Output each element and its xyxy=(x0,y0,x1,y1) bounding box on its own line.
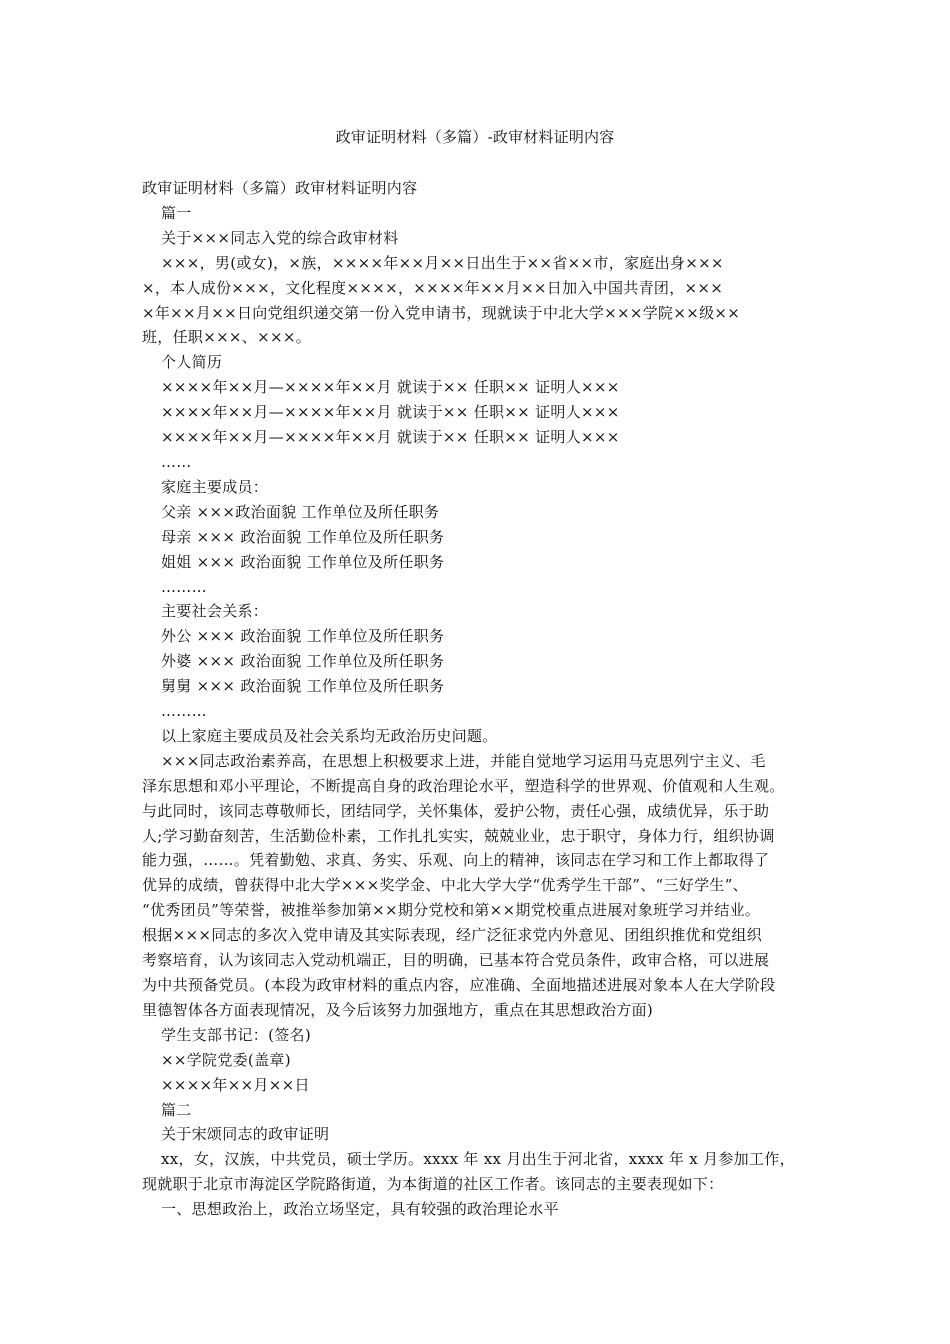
text-line: ……… xyxy=(161,577,207,596)
text-line: 关于宋颂同志的政审证明 xyxy=(161,1125,330,1144)
text-line: 舅舅 ××× 政治面貌 工作单位及所任职务 xyxy=(161,677,445,696)
text-line: 篇一 xyxy=(161,203,192,222)
text-line: 一、思想政治上，政治立场坚定，具有较强的政治理论水平 xyxy=(161,1200,559,1219)
text-line: 外婆 ××× 政治面貌 工作单位及所任职务 xyxy=(161,652,445,671)
text-line: 与此同时，该同志尊敬师长，团结同学，关怀集体，爱护公物，责任心强，成绩优异，乐于助 xyxy=(142,801,770,820)
text-line: 现就职于北京市海淀区学院路街道，为本街道的社区工作者。该同志的主要表现如下： xyxy=(142,1175,724,1194)
text-line: 能力强，……。凭着勤勉、求真、务实、乐观、向上的精神，该同志在学习和工作上都取得了 xyxy=(142,851,770,870)
text-line: ××××年××月—××××年××月 就读于×× 任职×× 证明人××× xyxy=(161,428,620,447)
text-line: ××学院党委(盖章) xyxy=(161,1050,291,1069)
text-line: ……… xyxy=(161,702,207,721)
document-body xyxy=(142,176,814,1222)
text-line: ××××年××月—××××年××月 就读于×× 任职×× 证明人××× xyxy=(161,403,620,422)
text-line: 母亲 ××× 政治面貌 工作单位及所任职务 xyxy=(161,527,445,546)
text-line: 政审证明材料（多篇）政审材料证明内容 xyxy=(142,179,418,197)
text-line: 篇二 xyxy=(161,1100,192,1119)
text-line: 外公 ××× 政治面貌 工作单位及所任职务 xyxy=(161,627,445,646)
text-line: ×年××月××日向党组织递交第一份入党申请书，现就读于中北大学×××学院××级×× xyxy=(142,303,741,322)
text-line: ××××年××月××日 xyxy=(161,1075,310,1094)
text-line: 优异的成绩，曾获得中北大学×××奖学金、中北大学大学“优秀学生干部”、“三好学生”、 xyxy=(142,876,748,895)
text-line: 父亲 ×××政治面貌 工作单位及所任职务 xyxy=(161,502,440,521)
text-line: 班，任职×××、×××。 xyxy=(142,328,312,347)
text-line: 主要社会关系： xyxy=(161,602,269,621)
text-line: xx，女，汉族，中共党员，硕士学历。xxxx 年 xx 月出生于河北省，xxxx 年 x 月参加工作， xyxy=(161,1150,795,1169)
text-line: …… xyxy=(161,452,192,471)
text-line: 里德智体各方面表现情况，及今后该努力加强地方，重点在其思想政治方面) xyxy=(142,1000,654,1019)
text-line: 个人简历 xyxy=(161,353,223,372)
text-line: “优秀团员”等荣誉，被推举参加第××期分党校和第××期党校重点进展对象班学习并结业。 xyxy=(142,901,761,920)
text-line: ×××同志政治素养高，在思想上积极要求上进，并能自觉地学习运用马克思列宁主义、毛 xyxy=(161,751,766,770)
text-line: ×××，男(或女)，×族，××××年××月××日出生于××省××市，家庭出身××× xyxy=(161,253,724,272)
text-line: 泽东思想和邓小平理论，不断提高自身的政治理论水平，塑造科学的世界观、价值观和人生观。 xyxy=(142,776,785,795)
text-line: 家庭主要成员： xyxy=(161,477,269,496)
document-title: 政审证明材料（多篇）-政审材料证明内容 xyxy=(335,128,615,146)
text-line: 以上家庭主要成员及社会关系均无政治历史问题。 xyxy=(161,726,498,745)
text-line: 为中共预备党员。(本段为政审材料的重点内容，应准确、全面地描述进展对象本人在大学阶段 xyxy=(142,976,776,994)
text-line: 学生支部书记：(签名) xyxy=(161,1025,312,1044)
text-line: 关于×××同志入党的综合政审材料 xyxy=(161,228,399,247)
text-line: ××××年××月—××××年××月 就读于×× 任职×× 证明人××× xyxy=(161,378,620,397)
text-line: 考察培育，认为该同志入党动机端正，目的明确，已基本符合党员条件，政审合格，可以进展 xyxy=(142,951,770,970)
text-line: 姐姐 ××× 政治面貌 工作单位及所任职务 xyxy=(161,552,445,571)
text-line: 根据×××同志的多次入党申请及其实际表现，经广泛征求党内外意见、团组织推优和党组织 xyxy=(142,926,763,945)
text-line: ×，本人成份×××，文化程度××××，××××年××月××日加入中国共青团，××× xyxy=(142,278,724,297)
text-line: 人;学习勤奋刻苦，生活勤俭朴素，工作扎扎实实，兢兢业业，忠于职守，身体力行，组织协调 xyxy=(142,826,775,845)
